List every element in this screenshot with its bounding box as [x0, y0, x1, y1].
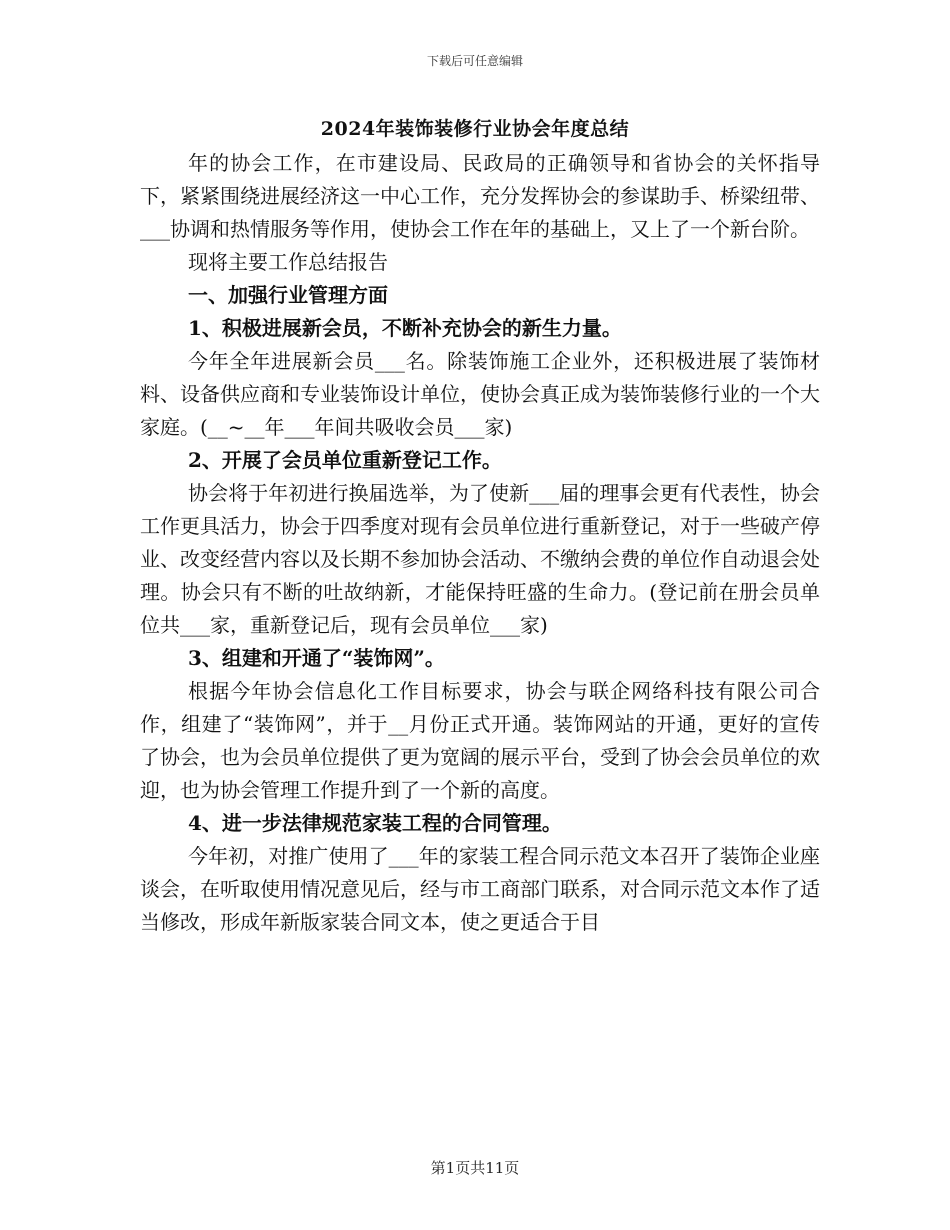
subsection-heading: 2、开展了会员单位重新登记工作。: [188, 448, 502, 472]
paragraph: 根据今年协会信息化工作目标要求，协会与联企网络科技有限公司合作，组建了“装饰网”，并于__月份正式开通。装饰网站的开通，更好的宣传了协会，也为会员单位提供了更为宽阔的展示平台，受到了协会会员单位的欢迎，也为协会管理工作提升到了一个新的高度。: [140, 679, 820, 802]
subsection-heading: 3、组建和开通了“装饰网”。: [188, 646, 445, 670]
section-heading: 一、加强行业管理方面: [188, 283, 388, 307]
paragraph: 年的协会工作，在市建设局、民政局的正确领导和省协会的关怀指导下，紧紧围绕进展经济这一中心工作，充分发挥协会的参谋助手、桥梁纽带、___协调和热情服务等作用，使协会工作在年的基础上，又上了一个新台阶。: [140, 151, 820, 241]
header-note: 下载后可任意编辑: [426, 54, 523, 68]
paragraph: 今年初，对推广使用了___年的家装工程合同示范文本召开了装饰企业座谈会，在听取使用情况意见后，经与市工商部门联系，对合同示范文本作了适当修改，形成年新版家装合同文本，使之更适合于目: [140, 844, 820, 934]
document-title: 2024年装饰装修行业协会年度总结: [320, 118, 630, 140]
paragraph: 现将主要工作总结报告: [188, 250, 388, 274]
paragraph: 今年全年进展新会员___名。除装饰施工企业外，还积极进展了装饰材料、设备供应商和专业装饰设计单位，使协会真正成为装饰装修行业的一个大家庭。(__~__年___年间共吸收会员___家): [140, 349, 820, 439]
paragraph: 协会将于年初进行换届选举，为了使新___届的理事会更有代表性，协会工作更具活力，协会于四季度对现有会员单位进行重新登记，对于一些破产停业、改变经营内容以及长期不参加协会活动、不缴纳会费的单位作自动退会处理。协会只有不断的吐故纳新，才能保持旺盛的生命力。(登记前在册会员单位共___家，重新登记后，现有会员单位___家): [140, 481, 820, 637]
subsection-heading: 4、进一步法律规范家装工程的合同管理。: [188, 811, 562, 835]
subsection-heading: 1、积极进展新会员，不断补充协会的新生力量。: [188, 316, 622, 340]
document-body: [140, 147, 820, 939]
page-footer: 第1页共11页: [430, 1159, 520, 1177]
